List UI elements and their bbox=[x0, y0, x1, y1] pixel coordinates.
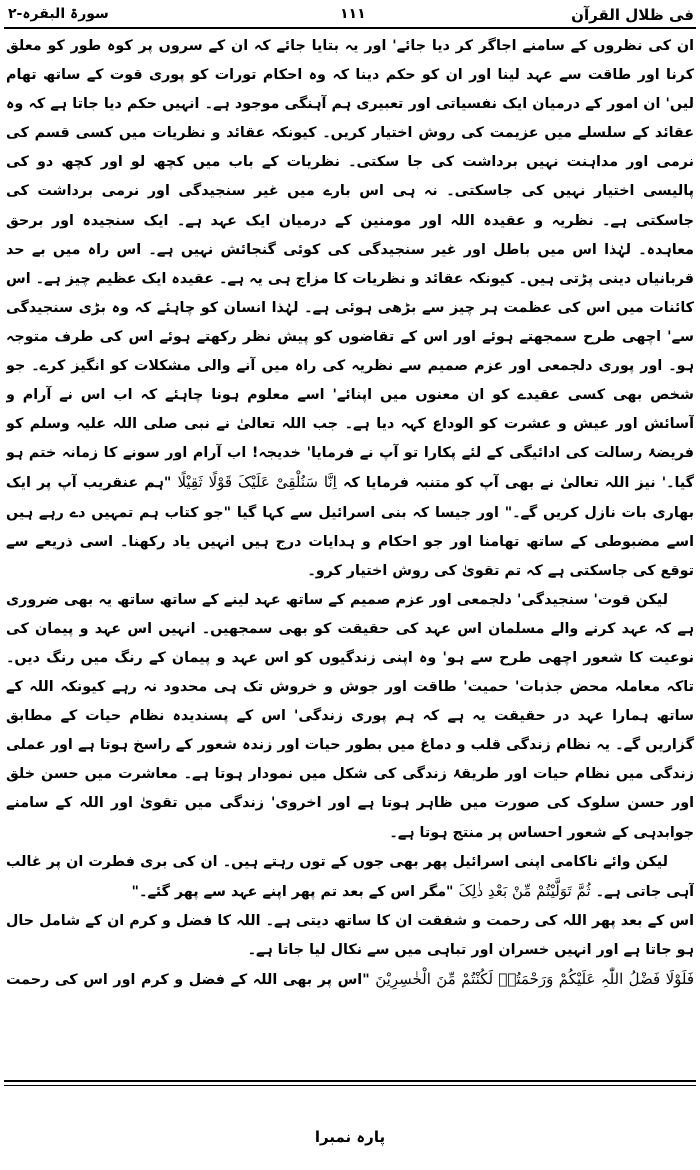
page-header bbox=[4, 6, 696, 26]
footer-rule-top bbox=[4, 1080, 696, 1082]
paragraph bbox=[6, 32, 694, 586]
para-label: پارہ نمبرا bbox=[314, 1128, 386, 1146]
paragraph-text: اس کے بعد پھر اللہ کی رحمت و شفقت ان کا ساتھ دیتی ہے۔ اللہ کا فضل و کرم ان کے شامل حال ہو جاتا ہے اور انہیں خسران اور تباہی میں سے نکال لیا جاتا ہے۔ bbox=[6, 912, 694, 958]
paragraph-text: ان کی نظروں کے سامنے اجاگر کر دیا جائے' اور یہ بتایا جائے کہ ان کے سروں پر کوہ طور کو معلق کرنا اور طاقت سے عہد لینا اور ان کو حکم دینا کہ وہ احکام تورات کو پوری قوت کے ساتھ تھام لیں' ان امور کے درمیان ایک نفسیاتی اور تعبیری ہم آہنگی موجود ہے۔ انہیں حکم دیا جاتا ہے کہ وہ عقائد کے سلسلے میں عزیمت کی روش اختیار کریں۔ کیونکہ عقائد و نظریات میں کسی قسم کی نرمی اور مداہنت نہیں برداشت کی جا سکتی۔ نظریات کے باب میں کچھ لو اور کچھ دو کی پالیسی اختیار نہیں کی جاسکتی۔ نہ ہی اس بارے میں غیر سنجیدگی اور نرمی برداشت کی جاسکتی ہے۔ نظریہ و عقیدہ اللہ اور مومنین کے درمیان ایک عہد ہے۔ ایک سنجیدہ اور برحق معاہدہ۔ لہٰذا اس میں باطل اور غیر سنجیدگی کی کوئی گنجائش نہیں ہے۔ اس راہ میں بے حد قربانیاں دینی پڑتی ہیں۔ کیونکہ عقائد و نظریات کا مزاج ہی یہ ہے۔ عقیدہ ایک عظیم چیز ہے۔ اس کائنات میں اس کی عظمت ہر چیز سے بڑھی ہوئی ہے۔ لہٰذا انسان کو چاہئے کہ وہ بڑی سنجیدگی سے' اچھی طرح سمجھتے ہوئے اور اس کے تقاضوں کو پیش نظر رکھتے ہوئے اس کی طرف متوجہ ہو۔ اور پوری دلجمعی اور عزم صمیم سے نظریہ کی راہ میں آنے والی مشکلات کو انگیز کرے۔ جو شخص بھی کسی عقیدے کو ان معنوں میں اپنائے' اسے معلوم ہونا چاہئے کہ اب اس نے آرام و آسائش اور عیش و عشرت کو الوداع کہہ دیا ہے۔ جب اللہ تعالیٰ نے نبی صلی اللہ علیہ وسلم کو فریضۂ رسالت کی ادائیگی کے لئے پکارا تو آپ نے فرمایا' خدیجہ! اب آرام اور سونے کا زمانہ ختم ہو گیا۔' نیز اللہ تعالیٰ نے بھی آپ کو متنبہ فرمایا کہ bbox=[6, 38, 694, 492]
paragraph bbox=[6, 848, 694, 907]
paragraph bbox=[6, 586, 694, 848]
header-rule bbox=[4, 27, 696, 29]
paragraph-text: "اس پر بھی اللہ کے فضل و کرم اور اس کی رحمت bbox=[6, 972, 370, 988]
quran-verse: اِنَّا سَنُلْقِیْ عَلَیْکَ قَوْلًا ثَقِیْلًا bbox=[177, 473, 337, 492]
page-number: ۱۱۱ bbox=[340, 6, 366, 22]
quran-verse: ثُمَّ تَوَلَّیْتُمْ مِّنْ بَعْدِ ذٰلِکَ bbox=[458, 881, 591, 900]
paragraph-text: "مگر اس کے بعد تم پھر اپنے عہد سے پھر گئے۔" bbox=[131, 883, 454, 900]
quran-verse: فَلَوْلَا فَضْلُ اللّٰہِ عَلَیْکُمْ وَرَحْمَتُہٗ لَکُنْتُمْ مِّنَ الْخٰسِرِیْنَ bbox=[375, 970, 694, 988]
paragraph-text: "ہم عنقریب آپ پر ایک بھاری بات نازل کریں گے۔" اور جیسا کہ بنی اسرائیل سے کہا گیا "جو کتاب ہم تمہیں دے رہے ہیں اسے مضبوطی کے ساتھ تھامنا اور جو احکام و ہدایات درج ہیں انہیں یاد رکھنا۔ اسی ذریعے سے توقع کی جاسکتی ہے کہ تم تقویٰ کی روش اختیار کرو۔ bbox=[6, 475, 694, 579]
paragraph-text: لیکن وائے ناکامی اپنی اسرائیل پھر بھی جوں کے توں رہتے ہیں۔ ان کی بری فطرت ان پر غالب آہی جاتی ہے۔ bbox=[6, 853, 694, 900]
paragraph-text: لیکن قوت' سنجیدگی' دلجمعی اور عزم صمیم کے ساتھ عہد لینے کے ساتھ ساتھ یہ بھی ضروری ہے کہ عہد کرنے والے مسلمان اس عہد کی حقیقت کو بھی سمجھیں۔ انہیں اس عہد و پیمان کی نوعیت کا شعور اچھی طرح سے ہو' وہ اپنی زندگیوں کو اس عہد و پیمان کے رنگ میں رنگ دیں۔ تاکہ معاملہ محض جذبات' حمیت' طاقت اور جوش و خروش تک ہی محدود نہ رہے کیونکہ اللہ کے ساتھ ہمارا عہد در حقیقت یہ ہے کہ ہم پوری زندگی' اس کے پسندیدہ نظام حیات کے مطابق گزاریں گے۔ یہ نظام زندگی قلب و دماغ میں بطور حیات اور زندہ شعور کے راسخ ہوتا ہے اور عملی زندگی میں نظام حیات اور طریقۂ زندگی کی شکل میں نمودار ہوتا ہے۔ معاشرت میں حسن خلق اور حسن سلوک کی صورت میں ظاہر ہوتا ہے اور اخروی' زندگی میں تقویٰ اور اللہ کے سامنے جوابدہی کے شعور احساس پر منتج ہوتا ہے۔ bbox=[6, 591, 694, 841]
paragraph bbox=[6, 965, 694, 1000]
paragraph bbox=[6, 907, 694, 965]
footer-rule-bottom bbox=[4, 1085, 696, 1086]
surah-name: سورۃ البقرہ-۲ bbox=[8, 6, 109, 22]
book-title: فی ظلال القرآن bbox=[571, 6, 694, 24]
page-body bbox=[6, 32, 694, 1000]
